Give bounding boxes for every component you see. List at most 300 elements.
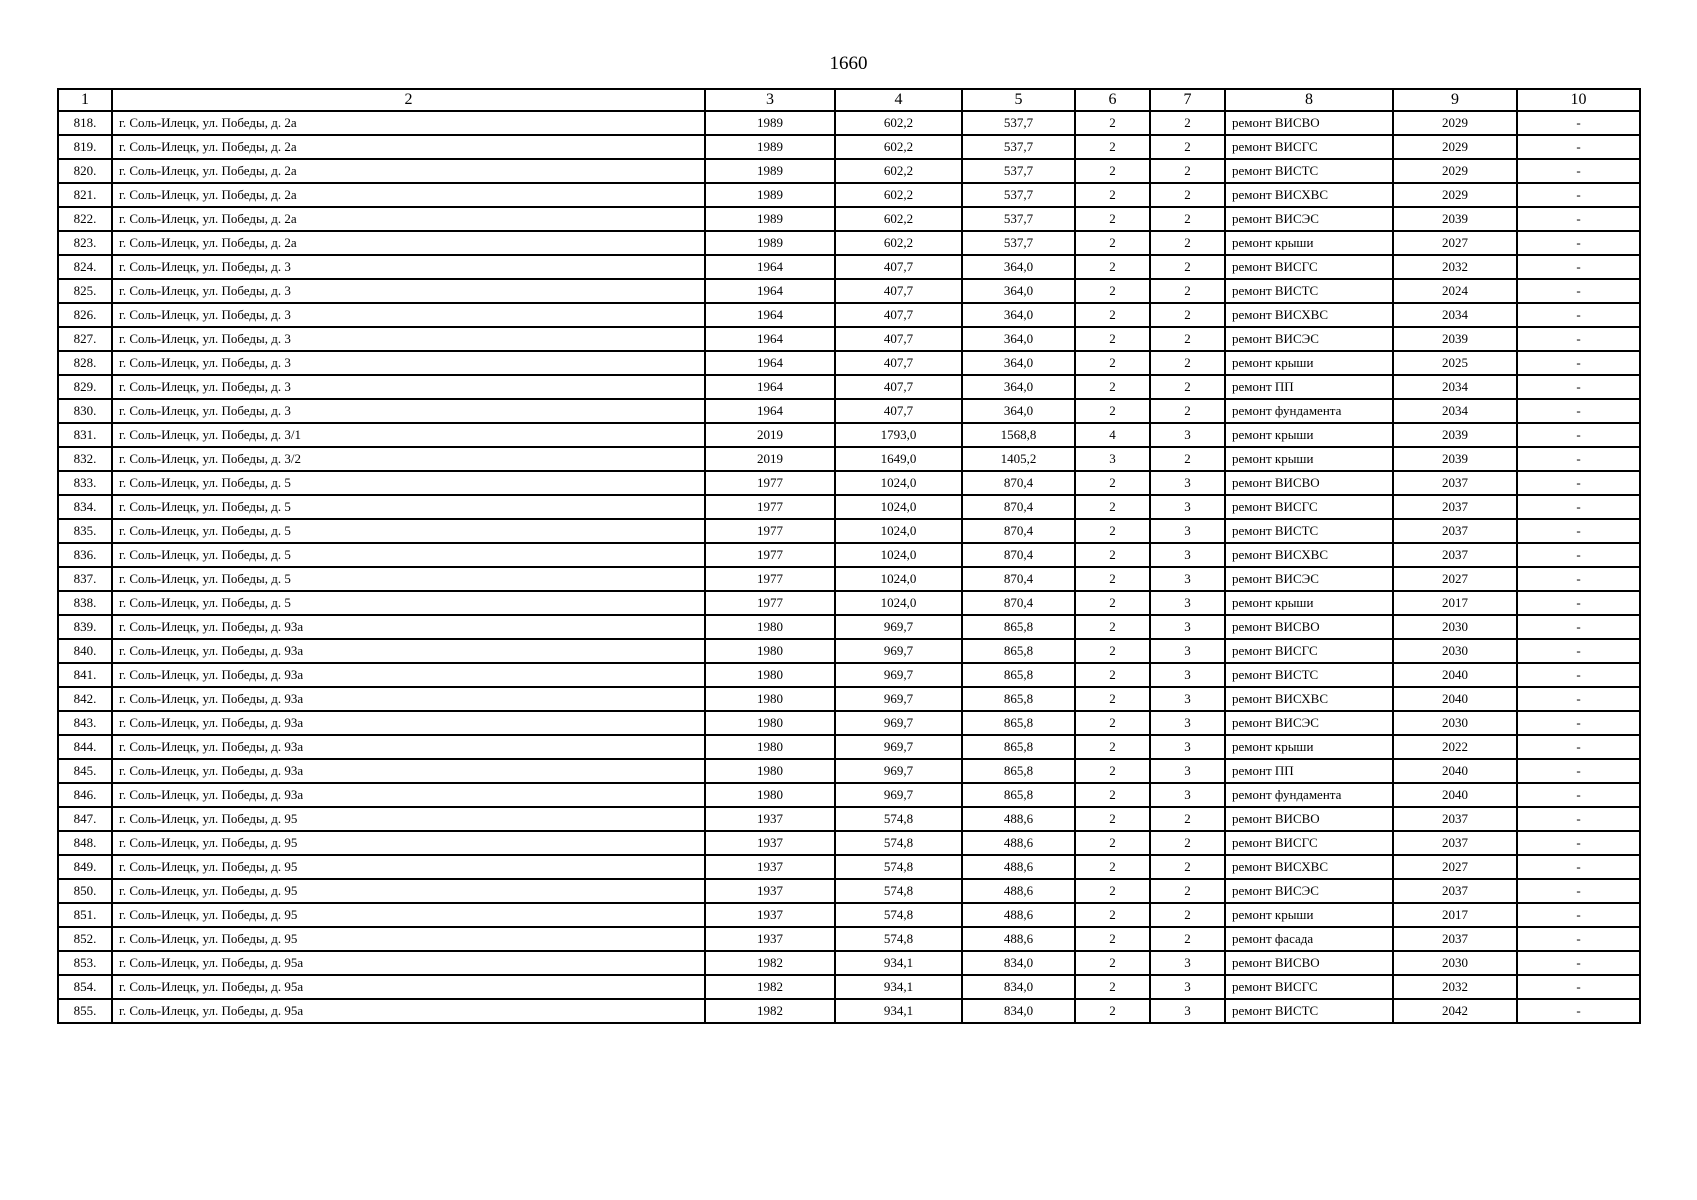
cell-row-number: 842. — [58, 687, 112, 711]
cell-floors: 2 — [1075, 975, 1150, 999]
cell-row-number: 853. — [58, 951, 112, 975]
cell-row-number: 854. — [58, 975, 112, 999]
cell-planned-year: 2030 — [1393, 639, 1517, 663]
table-row — [58, 615, 1640, 639]
cell-year-built: 1964 — [705, 375, 835, 399]
cell-extra: - — [1517, 879, 1640, 903]
cell-total-area: 407,7 — [835, 303, 962, 327]
cell-total-area: 1024,0 — [835, 495, 962, 519]
cell-year-built: 1989 — [705, 207, 835, 231]
cell-floors: 2 — [1075, 207, 1150, 231]
cell-address: г. Соль-Илецк, ул. Победы, д. 3 — [112, 255, 705, 279]
cell-planned-year: 2042 — [1393, 999, 1517, 1023]
cell-entrances: 3 — [1150, 687, 1225, 711]
table-row — [58, 879, 1640, 903]
cell-extra: - — [1517, 639, 1640, 663]
cell-living-area: 870,4 — [962, 567, 1075, 591]
cell-row-number: 839. — [58, 615, 112, 639]
cell-living-area: 537,7 — [962, 135, 1075, 159]
cell-planned-year: 2037 — [1393, 807, 1517, 831]
cell-living-area: 865,8 — [962, 639, 1075, 663]
cell-planned-year: 2032 — [1393, 255, 1517, 279]
cell-address: г. Соль-Илецк, ул. Победы, д. 3 — [112, 327, 705, 351]
cell-work-type: ремонт крыши — [1225, 231, 1393, 255]
cell-row-number: 830. — [58, 399, 112, 423]
cell-living-area: 488,6 — [962, 855, 1075, 879]
cell-living-area: 1405,2 — [962, 447, 1075, 471]
table-row — [58, 375, 1640, 399]
cell-floors: 2 — [1075, 351, 1150, 375]
cell-living-area: 865,8 — [962, 663, 1075, 687]
cell-year-built: 1964 — [705, 351, 835, 375]
cell-year-built: 1964 — [705, 327, 835, 351]
cell-extra: - — [1517, 759, 1640, 783]
table-row — [58, 447, 1640, 471]
cell-extra: - — [1517, 447, 1640, 471]
cell-work-type: ремонт фундамента — [1225, 783, 1393, 807]
cell-year-built: 1982 — [705, 999, 835, 1023]
cell-row-number: 845. — [58, 759, 112, 783]
cell-total-area: 407,7 — [835, 375, 962, 399]
cell-work-type: ремонт ВИСГС — [1225, 495, 1393, 519]
cell-row-number: 843. — [58, 711, 112, 735]
cell-floors: 2 — [1075, 327, 1150, 351]
cell-address: г. Соль-Илецк, ул. Победы, д. 93а — [112, 711, 705, 735]
cell-work-type: ремонт ВИСВО — [1225, 111, 1393, 135]
cell-living-area: 1568,8 — [962, 423, 1075, 447]
cell-living-area: 865,8 — [962, 711, 1075, 735]
cell-planned-year: 2017 — [1393, 903, 1517, 927]
cell-row-number: 849. — [58, 855, 112, 879]
cell-year-built: 1977 — [705, 471, 835, 495]
cell-row-number: 848. — [58, 831, 112, 855]
cell-total-area: 1024,0 — [835, 519, 962, 543]
cell-year-built: 1989 — [705, 159, 835, 183]
cell-extra: - — [1517, 159, 1640, 183]
cell-floors: 2 — [1075, 663, 1150, 687]
cell-floors: 2 — [1075, 255, 1150, 279]
cell-extra: - — [1517, 711, 1640, 735]
cell-work-type: ремонт крыши — [1225, 591, 1393, 615]
table-row — [58, 471, 1640, 495]
cell-living-area: 870,4 — [962, 591, 1075, 615]
cell-address: г. Соль-Илецк, ул. Победы, д. 3/2 — [112, 447, 705, 471]
table-row — [58, 639, 1640, 663]
cell-extra: - — [1517, 351, 1640, 375]
cell-work-type: ремонт фундамента — [1225, 399, 1393, 423]
cell-work-type: ремонт крыши — [1225, 735, 1393, 759]
cell-work-type: ремонт ВИСХВС — [1225, 183, 1393, 207]
table-row — [58, 351, 1640, 375]
cell-floors: 2 — [1075, 879, 1150, 903]
cell-entrances: 2 — [1150, 807, 1225, 831]
cell-planned-year: 2037 — [1393, 879, 1517, 903]
cell-row-number: 833. — [58, 471, 112, 495]
cell-work-type: ремонт ВИСГС — [1225, 255, 1393, 279]
cell-address: г. Соль-Илецк, ул. Победы, д. 2а — [112, 135, 705, 159]
cell-address: г. Соль-Илецк, ул. Победы, д. 3 — [112, 351, 705, 375]
cell-row-number: 844. — [58, 735, 112, 759]
cell-work-type: ремонт ВИСЭС — [1225, 567, 1393, 591]
cell-extra: - — [1517, 303, 1640, 327]
cell-work-type: ремонт крыши — [1225, 447, 1393, 471]
cell-total-area: 602,2 — [835, 207, 962, 231]
cell-planned-year: 2039 — [1393, 423, 1517, 447]
cell-floors: 2 — [1075, 783, 1150, 807]
cell-row-number: 827. — [58, 327, 112, 351]
cell-entrances: 2 — [1150, 927, 1225, 951]
cell-work-type: ремонт ВИСВО — [1225, 807, 1393, 831]
cell-extra: - — [1517, 615, 1640, 639]
cell-row-number: 834. — [58, 495, 112, 519]
cell-address: г. Соль-Илецк, ул. Победы, д. 5 — [112, 543, 705, 567]
cell-living-area: 364,0 — [962, 375, 1075, 399]
column-header-year-built: 3 — [705, 89, 835, 111]
cell-entrances: 2 — [1150, 903, 1225, 927]
cell-address: г. Соль-Илецк, ул. Победы, д. 2а — [112, 159, 705, 183]
cell-entrances: 2 — [1150, 207, 1225, 231]
table-row — [58, 759, 1640, 783]
cell-floors: 2 — [1075, 831, 1150, 855]
table-row — [58, 999, 1640, 1023]
cell-entrances: 2 — [1150, 375, 1225, 399]
cell-planned-year: 2024 — [1393, 279, 1517, 303]
cell-address: г. Соль-Илецк, ул. Победы, д. 2а — [112, 207, 705, 231]
cell-row-number: 819. — [58, 135, 112, 159]
cell-total-area: 969,7 — [835, 711, 962, 735]
cell-work-type: ремонт ПП — [1225, 375, 1393, 399]
cell-entrances: 3 — [1150, 783, 1225, 807]
cell-entrances: 3 — [1150, 543, 1225, 567]
cell-year-built: 1980 — [705, 663, 835, 687]
cell-total-area: 407,7 — [835, 255, 962, 279]
cell-extra: - — [1517, 807, 1640, 831]
cell-floors: 2 — [1075, 159, 1150, 183]
cell-extra: - — [1517, 687, 1640, 711]
cell-year-built: 1977 — [705, 567, 835, 591]
cell-living-area: 834,0 — [962, 951, 1075, 975]
cell-living-area: 537,7 — [962, 231, 1075, 255]
cell-entrances: 3 — [1150, 567, 1225, 591]
cell-planned-year: 2022 — [1393, 735, 1517, 759]
cell-year-built: 2019 — [705, 447, 835, 471]
table-row — [58, 687, 1640, 711]
cell-address: г. Соль-Илецк, ул. Победы, д. 95а — [112, 975, 705, 999]
cell-total-area: 602,2 — [835, 159, 962, 183]
cell-floors: 2 — [1075, 567, 1150, 591]
cell-entrances: 3 — [1150, 735, 1225, 759]
cell-extra: - — [1517, 855, 1640, 879]
cell-entrances: 3 — [1150, 495, 1225, 519]
cell-total-area: 1024,0 — [835, 471, 962, 495]
cell-living-area: 364,0 — [962, 303, 1075, 327]
cell-floors: 3 — [1075, 447, 1150, 471]
cell-entrances: 2 — [1150, 879, 1225, 903]
cell-living-area: 488,6 — [962, 927, 1075, 951]
cell-year-built: 1980 — [705, 783, 835, 807]
cell-extra: - — [1517, 999, 1640, 1023]
cell-total-area: 602,2 — [835, 231, 962, 255]
cell-address: г. Соль-Илецк, ул. Победы, д. 95а — [112, 951, 705, 975]
cell-year-built: 1937 — [705, 807, 835, 831]
cell-entrances: 2 — [1150, 231, 1225, 255]
cell-extra: - — [1517, 927, 1640, 951]
cell-planned-year: 2029 — [1393, 135, 1517, 159]
cell-year-built: 2019 — [705, 423, 835, 447]
cell-row-number: 822. — [58, 207, 112, 231]
cell-floors: 4 — [1075, 423, 1150, 447]
cell-row-number: 841. — [58, 663, 112, 687]
cell-entrances: 3 — [1150, 711, 1225, 735]
cell-floors: 2 — [1075, 591, 1150, 615]
column-header-row-number: 1 — [58, 89, 112, 111]
table-row — [58, 591, 1640, 615]
cell-year-built: 1980 — [705, 735, 835, 759]
table-body — [58, 111, 1640, 1023]
cell-extra: - — [1517, 735, 1640, 759]
cell-year-built: 1937 — [705, 903, 835, 927]
cell-address: г. Соль-Илецк, ул. Победы, д. 95а — [112, 999, 705, 1023]
cell-address: г. Соль-Илецк, ул. Победы, д. 3 — [112, 399, 705, 423]
cell-extra: - — [1517, 495, 1640, 519]
cell-work-type: ремонт ВИСХВС — [1225, 687, 1393, 711]
cell-floors: 2 — [1075, 615, 1150, 639]
cell-total-area: 969,7 — [835, 615, 962, 639]
table-row — [58, 231, 1640, 255]
cell-planned-year: 2032 — [1393, 975, 1517, 999]
cell-address: г. Соль-Илецк, ул. Победы, д. 95 — [112, 831, 705, 855]
cell-living-area: 865,8 — [962, 735, 1075, 759]
cell-entrances: 2 — [1150, 351, 1225, 375]
cell-total-area: 934,1 — [835, 951, 962, 975]
cell-address: г. Соль-Илецк, ул. Победы, д. 95 — [112, 903, 705, 927]
cell-planned-year: 2030 — [1393, 951, 1517, 975]
cell-work-type: ремонт ПП — [1225, 759, 1393, 783]
cell-floors: 2 — [1075, 183, 1150, 207]
cell-extra: - — [1517, 591, 1640, 615]
cell-address: г. Соль-Илецк, ул. Победы, д. 93а — [112, 639, 705, 663]
cell-extra: - — [1517, 471, 1640, 495]
cell-floors: 2 — [1075, 135, 1150, 159]
cell-year-built: 1977 — [705, 591, 835, 615]
cell-total-area: 574,8 — [835, 807, 962, 831]
cell-year-built: 1989 — [705, 231, 835, 255]
table-row — [58, 663, 1640, 687]
cell-entrances: 3 — [1150, 759, 1225, 783]
cell-work-type: ремонт ВИСХВС — [1225, 543, 1393, 567]
cell-entrances: 2 — [1150, 135, 1225, 159]
column-header-address: 2 — [112, 89, 705, 111]
cell-work-type: ремонт крыши — [1225, 351, 1393, 375]
cell-row-number: 852. — [58, 927, 112, 951]
cell-address: г. Соль-Илецк, ул. Победы, д. 95 — [112, 927, 705, 951]
cell-floors: 2 — [1075, 999, 1150, 1023]
cell-extra: - — [1517, 783, 1640, 807]
cell-year-built: 1980 — [705, 639, 835, 663]
cell-floors: 2 — [1075, 375, 1150, 399]
cell-planned-year: 2037 — [1393, 495, 1517, 519]
cell-row-number: 836. — [58, 543, 112, 567]
cell-extra: - — [1517, 519, 1640, 543]
cell-living-area: 537,7 — [962, 111, 1075, 135]
cell-total-area: 602,2 — [835, 111, 962, 135]
cell-address: г. Соль-Илецк, ул. Победы, д. 95 — [112, 855, 705, 879]
cell-work-type: ремонт ВИСВО — [1225, 951, 1393, 975]
cell-row-number: 838. — [58, 591, 112, 615]
cell-address: г. Соль-Илецк, ул. Победы, д. 5 — [112, 495, 705, 519]
table-row — [58, 327, 1640, 351]
cell-living-area: 488,6 — [962, 903, 1075, 927]
cell-total-area: 934,1 — [835, 999, 962, 1023]
cell-row-number: 823. — [58, 231, 112, 255]
cell-work-type: ремонт ВИСГС — [1225, 135, 1393, 159]
cell-floors: 2 — [1075, 855, 1150, 879]
table-row — [58, 255, 1640, 279]
cell-floors: 2 — [1075, 639, 1150, 663]
cell-entrances: 2 — [1150, 111, 1225, 135]
cell-floors: 2 — [1075, 903, 1150, 927]
cell-entrances: 3 — [1150, 639, 1225, 663]
cell-total-area: 1024,0 — [835, 591, 962, 615]
cell-total-area: 574,8 — [835, 927, 962, 951]
cell-planned-year: 2037 — [1393, 831, 1517, 855]
cell-extra: - — [1517, 111, 1640, 135]
table-row — [58, 423, 1640, 447]
cell-extra: - — [1517, 375, 1640, 399]
cell-address: г. Соль-Илецк, ул. Победы, д. 3 — [112, 279, 705, 303]
cell-floors: 2 — [1075, 543, 1150, 567]
cell-year-built: 1937 — [705, 879, 835, 903]
table-row — [58, 567, 1640, 591]
cell-entrances: 2 — [1150, 303, 1225, 327]
cell-year-built: 1989 — [705, 183, 835, 207]
cell-row-number: 840. — [58, 639, 112, 663]
cell-extra: - — [1517, 279, 1640, 303]
cell-work-type: ремонт ВИСТС — [1225, 279, 1393, 303]
cell-extra: - — [1517, 207, 1640, 231]
cell-planned-year: 2040 — [1393, 759, 1517, 783]
cell-row-number: 835. — [58, 519, 112, 543]
cell-year-built: 1937 — [705, 927, 835, 951]
cell-floors: 2 — [1075, 111, 1150, 135]
cell-living-area: 364,0 — [962, 327, 1075, 351]
cell-total-area: 602,2 — [835, 135, 962, 159]
table-row — [58, 519, 1640, 543]
cell-year-built: 1964 — [705, 279, 835, 303]
cell-planned-year: 2040 — [1393, 783, 1517, 807]
cell-extra: - — [1517, 183, 1640, 207]
cell-total-area: 969,7 — [835, 759, 962, 783]
cell-planned-year: 2034 — [1393, 399, 1517, 423]
table-row — [58, 807, 1640, 831]
cell-total-area: 407,7 — [835, 351, 962, 375]
cell-extra: - — [1517, 231, 1640, 255]
cell-year-built: 1977 — [705, 543, 835, 567]
cell-total-area: 1649,0 — [835, 447, 962, 471]
cell-row-number: 826. — [58, 303, 112, 327]
cell-extra: - — [1517, 975, 1640, 999]
cell-address: г. Соль-Илецк, ул. Победы, д. 95 — [112, 879, 705, 903]
cell-address: г. Соль-Илецк, ул. Победы, д. 2а — [112, 111, 705, 135]
cell-row-number: 831. — [58, 423, 112, 447]
cell-living-area: 865,8 — [962, 687, 1075, 711]
column-header-floors: 6 — [1075, 89, 1150, 111]
cell-total-area: 1793,0 — [835, 423, 962, 447]
cell-living-area: 870,4 — [962, 543, 1075, 567]
cell-entrances: 2 — [1150, 255, 1225, 279]
cell-year-built: 1982 — [705, 951, 835, 975]
cell-planned-year: 2029 — [1393, 159, 1517, 183]
cell-extra: - — [1517, 423, 1640, 447]
cell-address: г. Соль-Илецк, ул. Победы, д. 5 — [112, 591, 705, 615]
cell-living-area: 834,0 — [962, 975, 1075, 999]
cell-planned-year: 2034 — [1393, 303, 1517, 327]
cell-year-built: 1937 — [705, 855, 835, 879]
cell-work-type: ремонт ВИСВО — [1225, 615, 1393, 639]
cell-entrances: 3 — [1150, 615, 1225, 639]
column-header-total-area: 4 — [835, 89, 962, 111]
cell-entrances: 3 — [1150, 423, 1225, 447]
cell-address: г. Соль-Илецк, ул. Победы, д. 93а — [112, 735, 705, 759]
cell-living-area: 364,0 — [962, 279, 1075, 303]
cell-entrances: 2 — [1150, 855, 1225, 879]
cell-work-type: ремонт ВИСВО — [1225, 471, 1393, 495]
cell-extra: - — [1517, 135, 1640, 159]
cell-total-area: 1024,0 — [835, 543, 962, 567]
cell-planned-year: 2030 — [1393, 711, 1517, 735]
table-row — [58, 399, 1640, 423]
cell-entrances: 2 — [1150, 183, 1225, 207]
cell-living-area: 364,0 — [962, 255, 1075, 279]
table-row — [58, 207, 1640, 231]
cell-extra: - — [1517, 903, 1640, 927]
cell-floors: 2 — [1075, 735, 1150, 759]
table-row — [58, 135, 1640, 159]
column-header-work-type: 8 — [1225, 89, 1393, 111]
cell-planned-year: 2037 — [1393, 471, 1517, 495]
cell-work-type: ремонт фасада — [1225, 927, 1393, 951]
cell-living-area: 364,0 — [962, 351, 1075, 375]
table-row — [58, 975, 1640, 999]
cell-living-area: 834,0 — [962, 999, 1075, 1023]
cell-planned-year: 2040 — [1393, 663, 1517, 687]
cell-work-type: ремонт ВИСХВС — [1225, 303, 1393, 327]
cell-living-area: 865,8 — [962, 615, 1075, 639]
cell-total-area: 574,8 — [835, 879, 962, 903]
cell-row-number: 851. — [58, 903, 112, 927]
cell-work-type: ремонт ВИСЭС — [1225, 207, 1393, 231]
table-row — [58, 903, 1640, 927]
cell-total-area: 934,1 — [835, 975, 962, 999]
cell-work-type: ремонт ВИСЭС — [1225, 711, 1393, 735]
cell-total-area: 574,8 — [835, 855, 962, 879]
cell-planned-year: 2037 — [1393, 927, 1517, 951]
cell-row-number: 828. — [58, 351, 112, 375]
table-row — [58, 711, 1640, 735]
cell-row-number: 847. — [58, 807, 112, 831]
cell-address: г. Соль-Илецк, ул. Победы, д. 93а — [112, 759, 705, 783]
cell-work-type: ремонт ВИСГС — [1225, 639, 1393, 663]
table-header-row — [58, 89, 1640, 111]
cell-year-built: 1980 — [705, 759, 835, 783]
cell-year-built: 1937 — [705, 831, 835, 855]
cell-entrances: 3 — [1150, 519, 1225, 543]
table-row — [58, 855, 1640, 879]
cell-row-number: 818. — [58, 111, 112, 135]
cell-entrances: 2 — [1150, 831, 1225, 855]
cell-row-number: 832. — [58, 447, 112, 471]
cell-living-area: 537,7 — [962, 159, 1075, 183]
